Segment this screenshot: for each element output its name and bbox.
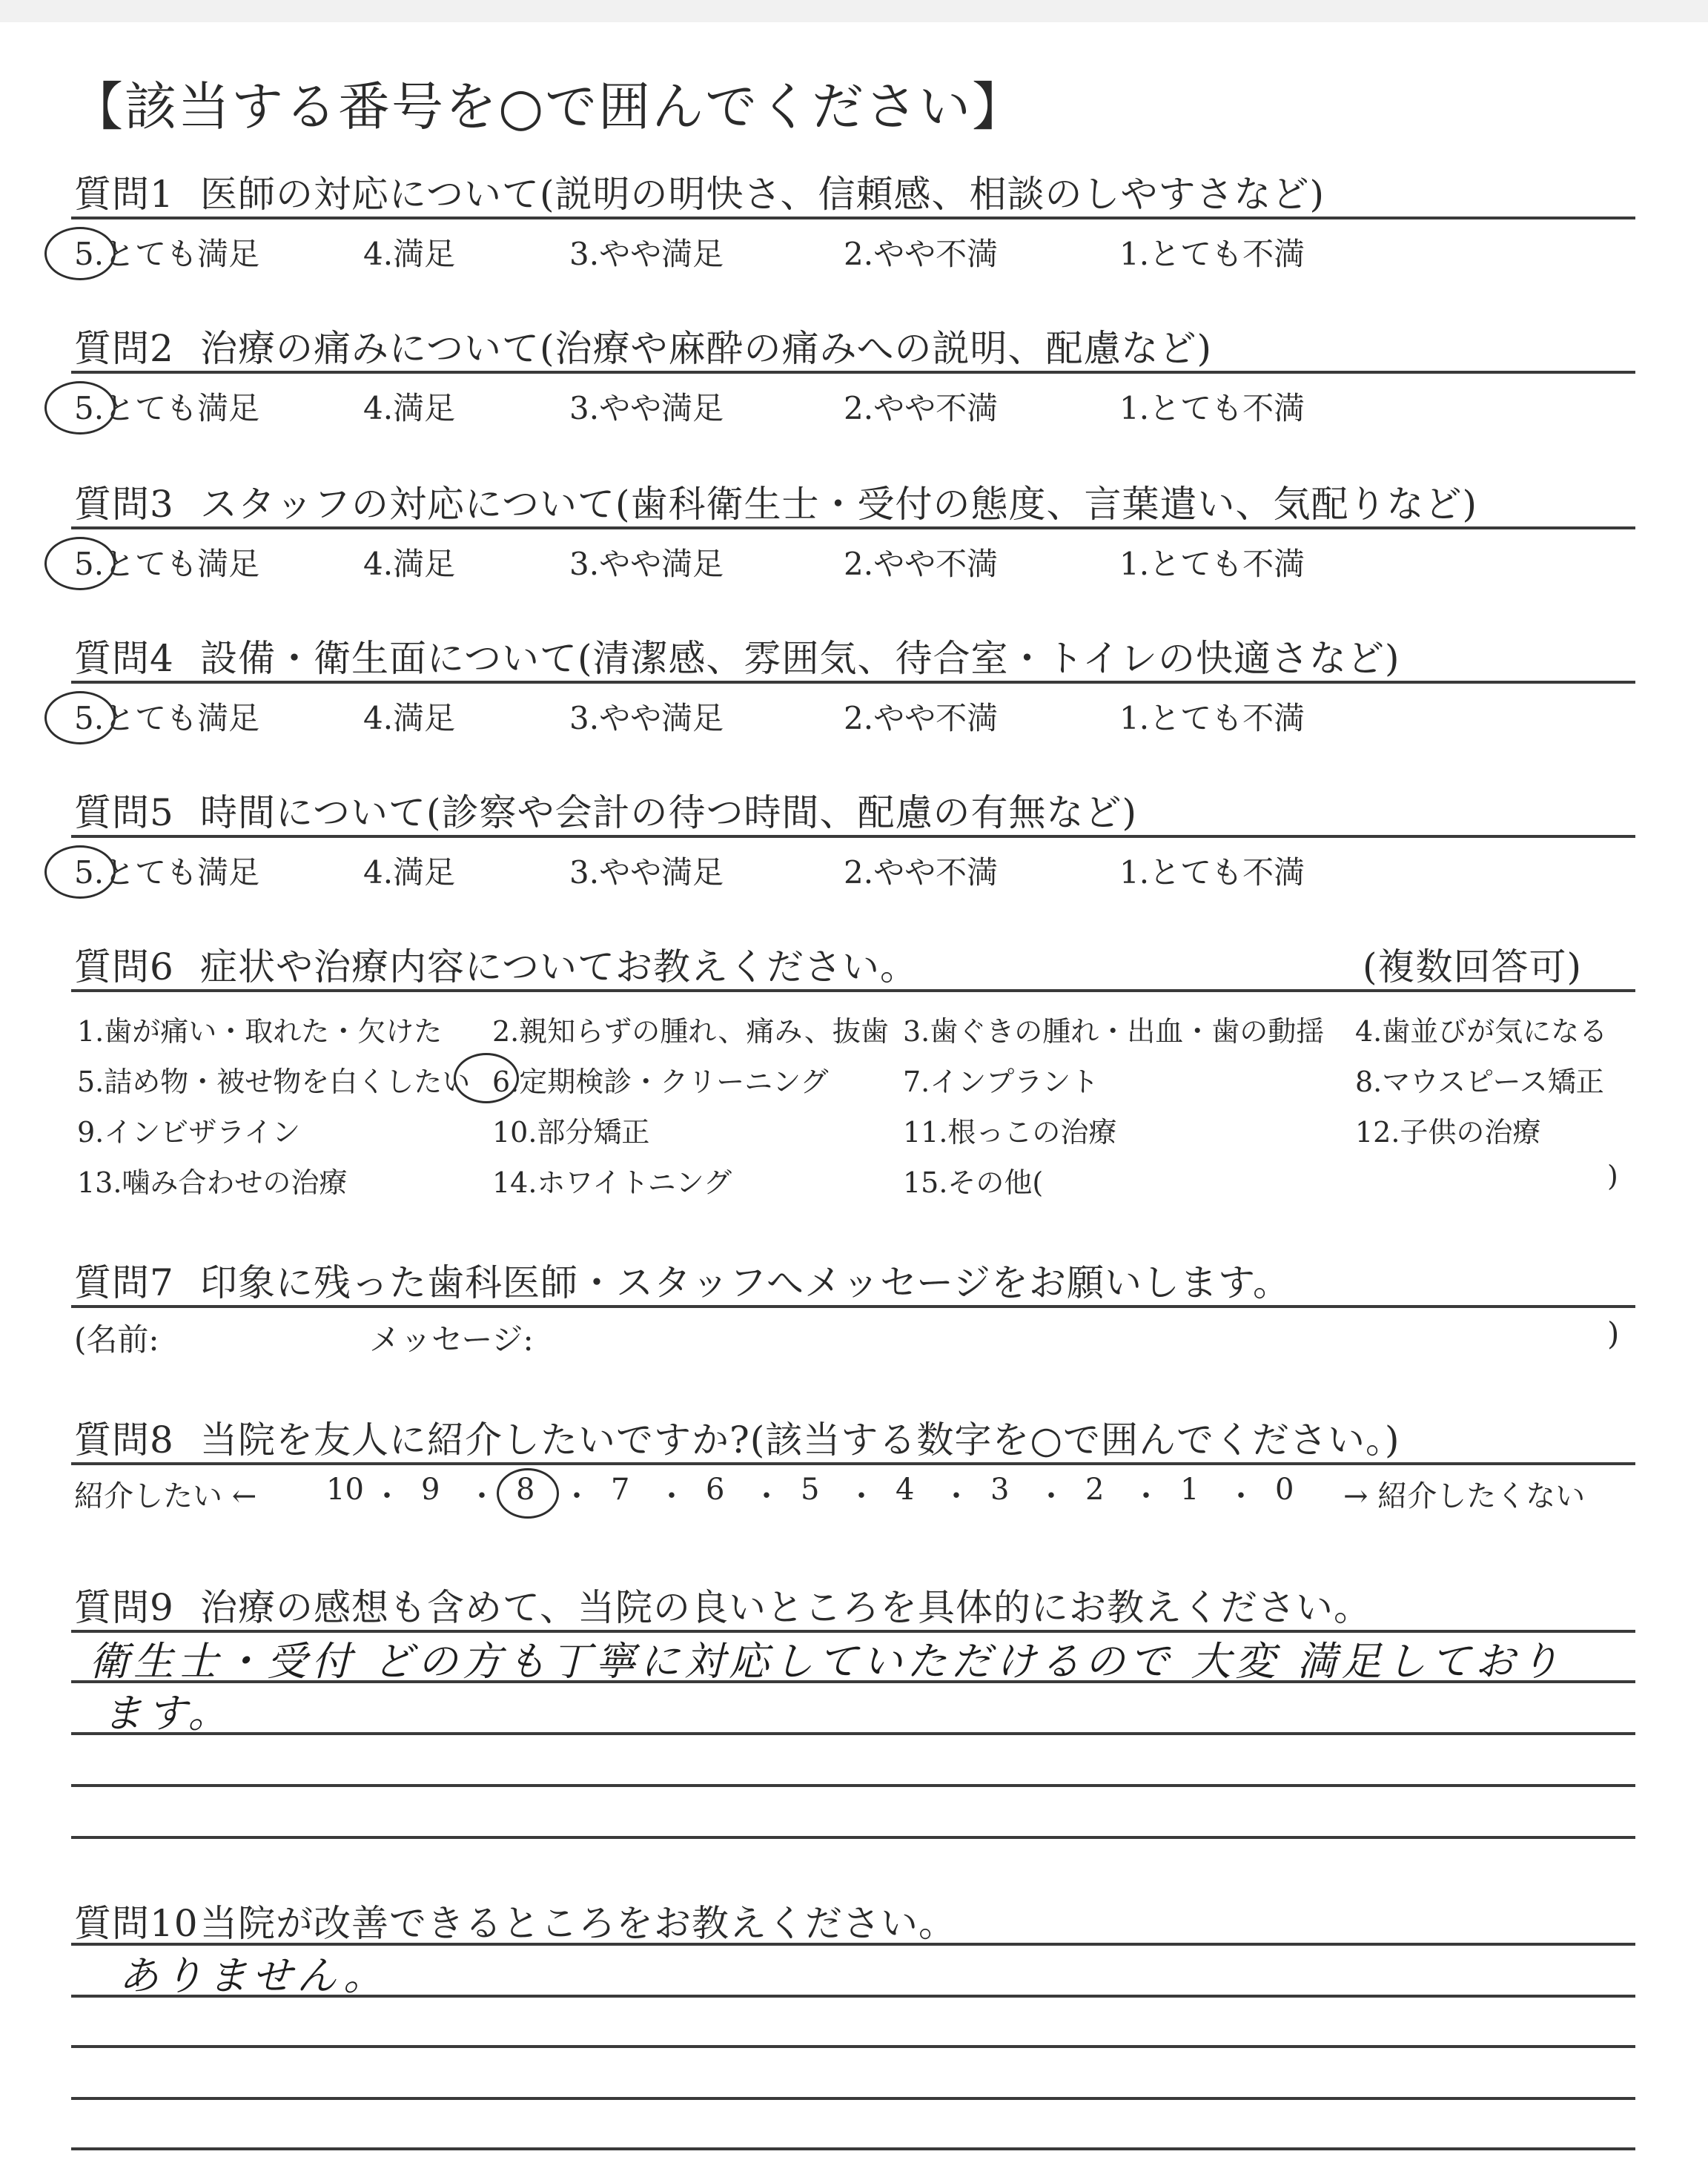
scale-separator-dot: ・ [847,1479,876,1513]
other-close-paren[interactable]: ) [1607,1160,1618,1192]
rating-option[interactable]: 1.とても不満 [1119,390,1305,426]
question-number: 質問9 [74,1586,174,1629]
question-heading [74,165,1325,218]
writing-line [71,1732,1635,1735]
question-rule [71,1305,1635,1308]
scale-separator-dot: ・ [1131,1479,1161,1513]
question-text: 医師の対応について(説明の明快さ、信頼感、相談のしやすさなど) [200,173,1325,216]
rating-option[interactable]: 4.満足 [363,390,456,426]
question-rule [71,989,1635,992]
handwritten-answer[interactable]: ありません。 [119,1952,388,1999]
question-heading [74,1253,1291,1307]
writing-line [71,1836,1635,1839]
question-text: 設備・衛生面について(清潔感、雰囲気、待合室・トイレの快適さなど) [200,637,1400,680]
rating-option[interactable]: 4.満足 [363,854,456,891]
scale-separator-dot: ・ [562,1479,592,1513]
question-heading [74,1894,956,1947]
scale-right-label: → 紹介したくない [1343,1479,1586,1513]
question-number: 質問1 [74,173,174,216]
question-rule [71,371,1635,374]
symptom-option[interactable]: 5.詰め物・被せ物を白くしたい [77,1066,471,1098]
symptom-option[interactable]: 4.歯並びが気になる [1355,1015,1608,1048]
rating-option[interactable]: 1.とても不満 [1119,546,1305,582]
rating-option[interactable]: 5.とても満足 [74,390,260,426]
symptom-option[interactable]: 3.歯ぐきの腫れ・出血・歯の動揺 [903,1015,1325,1048]
recommend-score-option[interactable]: 6 [706,1473,725,1507]
rating-option[interactable]: 5.とても満足 [74,236,260,272]
question-heading [74,783,1137,836]
question-rule [71,1462,1635,1465]
symptom-option[interactable]: 12.子供の治療 [1355,1116,1541,1149]
rating-option[interactable]: 2.やや不満 [844,546,999,582]
question-number: 質問8 [74,1418,174,1462]
question-rule [71,835,1635,838]
scale-separator-dot: ・ [1036,1479,1066,1513]
question-number: 質問5 [74,791,174,834]
recommend-score-option[interactable]: 1 [1180,1473,1199,1507]
rating-option[interactable]: 5.とても満足 [74,854,260,891]
question-heading [74,319,1212,372]
question-heading [74,937,918,991]
symptom-option[interactable]: 7.インプラント [903,1066,1099,1098]
question-text: 当院が改善できるところをお教えください。 [200,1902,956,1945]
question-rule [71,681,1635,684]
question-text: 症状や治療内容についてお教えください。 [200,945,918,988]
rating-option[interactable]: 1.とても不満 [1119,854,1305,891]
recommend-score-option[interactable]: 7 [611,1473,630,1507]
question-number: 質問3 [74,483,174,526]
question-heading [74,629,1400,682]
writing-line [71,1784,1635,1787]
scale-separator-dot: ・ [467,1479,497,1513]
recommend-score-option[interactable]: 0 [1275,1473,1294,1507]
symptom-option[interactable]: 8.マウスピース矯正 [1355,1066,1604,1098]
writing-line [71,2147,1635,2150]
question-text: スタッフの対応について(歯科衛生士・受付の態度、言葉遣い、気配りなど) [200,483,1478,526]
message-label[interactable]: メッセージ: [369,1321,534,1358]
scan-top-band [0,0,1708,22]
rating-option[interactable]: 2.やや不満 [844,854,999,891]
rating-option[interactable]: 2.やや不満 [844,390,999,426]
scale-separator-dot: ・ [372,1479,402,1513]
recommend-score-option[interactable]: 5 [801,1473,820,1507]
multiple-answer-note: (複数回答可) [1363,945,1583,988]
symptom-option[interactable]: 15.その他( [903,1166,1044,1199]
recommend-score-option[interactable]: 3 [990,1473,1010,1507]
message-close-paren: ) [1607,1315,1620,1352]
rating-option[interactable]: 3.やや満足 [569,546,724,582]
question-rule [71,217,1635,219]
scale-separator-dot: ・ [752,1479,781,1513]
rating-option[interactable]: 4.満足 [363,236,456,272]
question-text: 時間について(診察や会計の待つ時間、配慮の有無など) [200,791,1138,834]
question-text: 当院を友人に紹介したいですか?(該当する数字を○で囲んでください。) [200,1418,1400,1462]
scale-left-label: 紹介したい ← [74,1479,257,1513]
rating-option[interactable]: 1.とても不満 [1119,236,1305,272]
question-text: 治療の感想も含めて、当院の良いところを具体的にお教えください。 [200,1586,1371,1629]
rating-option[interactable]: 5.とても満足 [74,546,260,582]
rating-option[interactable]: 1.とても不満 [1119,700,1305,736]
symptom-option[interactable]: 1.歯が痛い・取れた・欠けた [77,1015,443,1048]
question-text: 治療の痛みについて(治療や麻酔の痛みへの説明、配慮など) [200,327,1213,370]
symptom-option[interactable]: 11.根っこの治療 [903,1116,1117,1149]
writing-line [71,2045,1635,2048]
scale-separator-dot: ・ [1226,1479,1256,1513]
writing-line [71,2097,1635,2100]
rating-option[interactable]: 4.満足 [363,546,456,582]
scale-separator-dot: ・ [941,1479,971,1513]
recommend-score-option[interactable]: 4 [896,1473,915,1507]
question-heading [74,1410,1400,1464]
name-label[interactable]: (名前: [74,1321,159,1358]
rating-option[interactable]: 3.やや満足 [569,390,724,426]
handwritten-answer[interactable]: ます。 [102,1690,233,1737]
rating-option[interactable]: 3.やや満足 [569,854,724,891]
recommend-score-option[interactable]: 9 [421,1473,440,1507]
question-rule [71,526,1635,529]
symptom-option[interactable]: 14.ホワイトニング [492,1166,732,1199]
symptom-option[interactable]: 10.部分矯正 [492,1116,650,1149]
rating-option[interactable]: 5.とても満足 [74,700,260,736]
question-text: 印象に残った歯科医師・スタッフへメッセージをお願いします。 [200,1261,1291,1304]
handwritten-answer[interactable]: 衛生士・受付 どの方も丁寧に対応していただけるので 大変 満足しており [89,1638,1564,1685]
scale-separator-dot: ・ [657,1479,686,1513]
recommend-score-option[interactable]: 8 [516,1473,535,1507]
rating-option[interactable]: 2.やや不満 [844,236,999,272]
symptom-option[interactable]: 13.噛み合わせの治療 [77,1166,348,1199]
rating-option[interactable]: 3.やや満足 [569,700,724,736]
recommend-score-option[interactable]: 10 [326,1473,364,1507]
question-number: 質問10 [74,1902,199,1945]
rating-option[interactable]: 3.やや満足 [569,236,724,272]
question-heading [74,1578,1371,1631]
rating-option[interactable]: 4.満足 [363,700,456,736]
symptom-option[interactable]: 2.親知らずの腫れ、痛み、抜歯 [492,1015,889,1048]
question-number: 質問2 [74,327,174,370]
symptom-option[interactable]: 6.定期検診・クリーニング [492,1066,829,1098]
question-heading [74,475,1477,528]
recommend-score-option[interactable]: 2 [1085,1473,1105,1507]
symptom-option[interactable]: 9.インビザライン [77,1116,301,1149]
question-number: 質問4 [74,637,174,680]
question-number: 質問7 [74,1261,174,1304]
question-number: 質問6 [74,945,174,988]
form-instruction-header: 【該当する番号を○で囲んでください】 [71,76,1026,137]
rating-option[interactable]: 2.やや不満 [844,700,999,736]
